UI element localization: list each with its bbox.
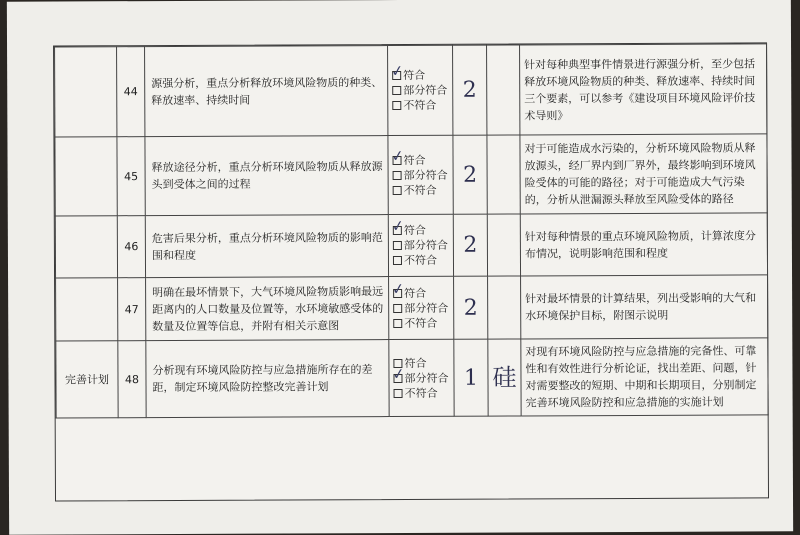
table-row — [56, 338, 768, 418]
option-nonconform[interactable]: 不符合 — [393, 182, 453, 197]
item-description: 针对每种典型事件情景进行源强分析，至少包括释放环境风险物质的种类、释放速率、持续时间三个要素，可以参考《建设项目环境风险评价技术导则》 — [520, 44, 767, 135]
option-partial[interactable]: 部分符合 — [393, 300, 453, 315]
evaluation-table — [54, 43, 769, 418]
checkmark-icon: ✓ — [391, 363, 407, 384]
category-cell: 完善计划 — [56, 341, 118, 418]
checkbox[interactable] — [393, 170, 402, 179]
item-content: 释放途径分析，重点分析环境风险物质从释放源头到受体之间的过程 — [145, 136, 388, 216]
compliance-options — [389, 276, 454, 339]
category-cell — [55, 137, 117, 216]
score: 2 — [454, 276, 488, 339]
compliance-options — [389, 339, 454, 416]
item-description: 对现有环境风险防控与应急措施的完备性、可靠性和有效性进行分析论证，找出差距、问题，针对需要整改的短期、中期和长期项目，分别制定完善环境风险防控和应急措施的实施计划 — [521, 338, 768, 416]
table-row — [56, 275, 768, 341]
checkbox[interactable] — [390, 278, 406, 299]
checkmark-icon: ✓ — [389, 61, 405, 81]
option-nonconform[interactable]: 不符合 — [394, 385, 454, 400]
checkbox[interactable] — [393, 318, 402, 327]
reviewer-mark — [487, 135, 520, 214]
score: 2 — [453, 45, 487, 135]
reviewer-mark — [487, 214, 520, 276]
checkmark-icon: ✓ — [390, 145, 406, 166]
compliance-options — [388, 214, 453, 276]
option-partial[interactable]: 部分符合 — [393, 167, 453, 182]
option-nonconform[interactable]: 不符合 — [393, 253, 453, 268]
checkbox[interactable] — [391, 363, 407, 384]
option-conform[interactable]: ✓ 符合 — [390, 145, 426, 167]
category-cell — [55, 47, 117, 137]
option-partial[interactable]: ✓ 部分符合 — [391, 363, 449, 385]
reviewer-mark: 硅 — [488, 339, 521, 416]
score: 2 — [453, 135, 487, 214]
checkbox[interactable] — [393, 256, 402, 265]
item-description: 针对每种情景的重点环境风险物质，计算浓度分布情况，说明影响范围和程度 — [520, 213, 767, 276]
option-partial[interactable]: 部分符合 — [393, 238, 453, 253]
checkmark-icon: ✓ — [390, 278, 406, 299]
checkbox[interactable] — [393, 241, 402, 250]
option-conform[interactable]: ✓ 符合 — [389, 61, 426, 82]
checkbox[interactable] — [393, 303, 402, 312]
table-row — [55, 44, 767, 137]
checkbox[interactable] — [389, 61, 405, 81]
item-number: 44 — [117, 47, 145, 137]
checkbox[interactable] — [394, 388, 403, 397]
evaluation-form — [53, 42, 769, 501]
option-conform[interactable]: ✓ 符合 — [390, 278, 427, 300]
item-content: 明确在最坏情景下，大气环境风险物质影响最远距离内的人口数量及位置等，水环境敏感受体的数量及位置等信息，并附有相关示意图 — [146, 277, 389, 341]
item-number: 45 — [117, 137, 145, 216]
category-cell — [55, 216, 117, 278]
compliance-options — [388, 135, 453, 214]
score: 2 — [453, 214, 487, 276]
score: 1 — [454, 339, 488, 416]
option-nonconform[interactable]: 不符合 — [392, 98, 452, 113]
item-number: 46 — [117, 216, 145, 278]
paper-sheet — [7, 0, 793, 535]
option-conform[interactable]: ✓ 符合 — [390, 216, 426, 237]
checkmark-icon: ✓ — [390, 216, 406, 236]
item-description: 对于可能造成水污染的，分析环境风险物质从释放源头，经厂界内到厂界外，最终影响到环境风险受体的可能的路径；对于可能造成大气污染的，分析从泄漏源头释放至风险受体的路径 — [520, 134, 767, 214]
checkbox[interactable] — [390, 145, 406, 166]
option-nonconform[interactable]: 不符合 — [393, 315, 453, 330]
reviewer-mark — [487, 45, 520, 135]
option-partial[interactable]: 部分符合 — [392, 83, 452, 98]
item-content: 危害后果分析，重点分析环境风险物质的影响范围和程度 — [145, 215, 388, 278]
table-row — [55, 134, 767, 216]
checkbox[interactable] — [392, 86, 401, 95]
option-conform[interactable]: 符合 — [393, 355, 453, 370]
checkbox[interactable] — [393, 185, 402, 194]
category-cell — [56, 278, 118, 341]
table-row — [55, 213, 767, 278]
item-number: 48 — [118, 341, 146, 418]
checkbox[interactable] — [390, 216, 406, 236]
item-content: 源强分析，重点分析释放环境风险物质的种类、释放速率、持续时间 — [145, 46, 388, 137]
item-content: 分析现有环境风险防控与应急措施所存在的差距，制定环境风险防控整改完善计划 — [146, 340, 389, 418]
reviewer-mark — [488, 276, 521, 339]
checkbox[interactable] — [392, 101, 401, 110]
item-number: 47 — [118, 278, 146, 341]
compliance-options — [388, 45, 453, 135]
item-description: 针对最坏情景的计算结果，列出受影响的大气和水环境保护目标，附图示说明 — [521, 275, 768, 339]
